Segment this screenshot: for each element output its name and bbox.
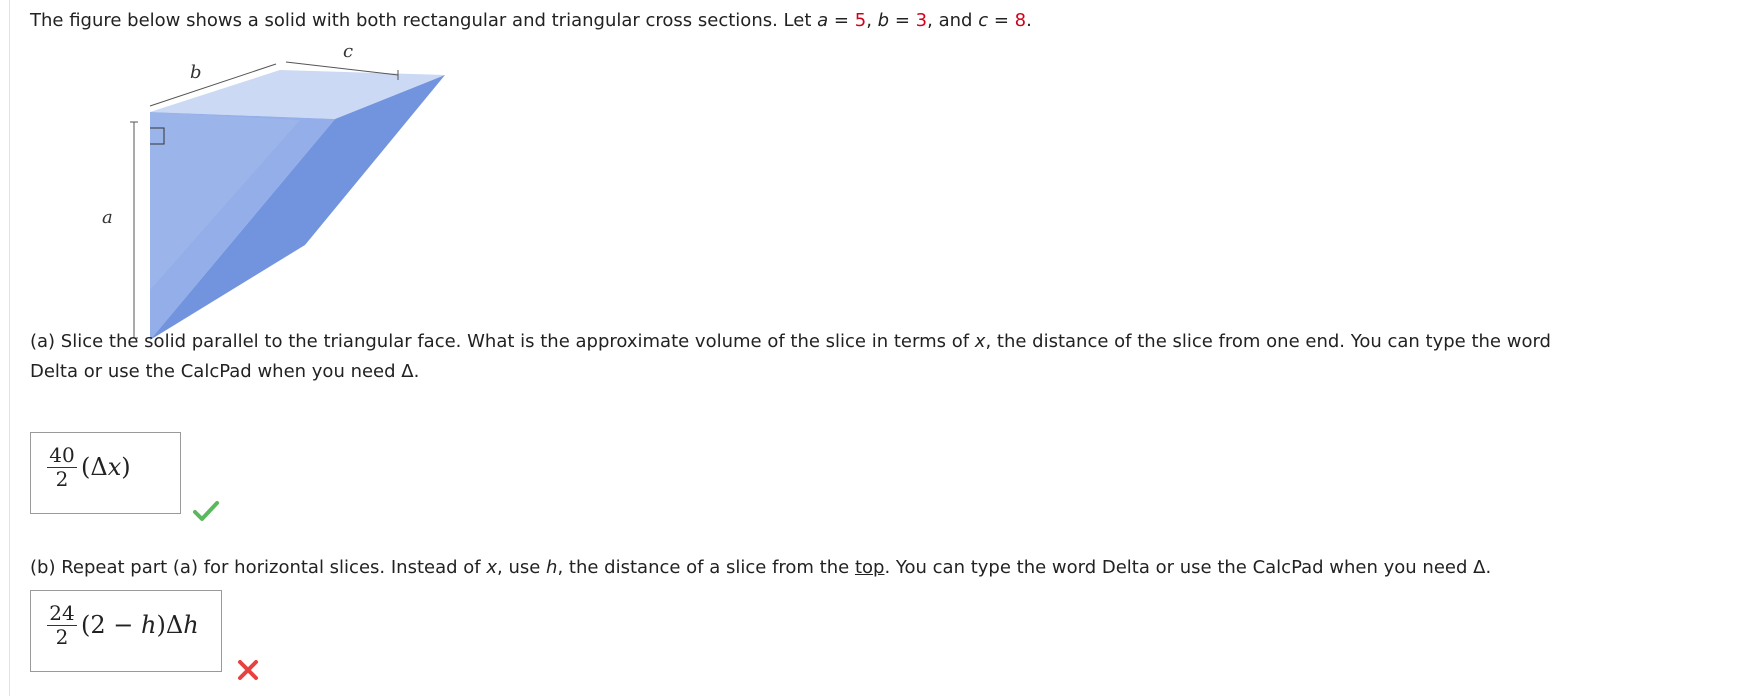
comma: , (866, 10, 872, 31)
and-word: and (938, 10, 973, 31)
intro-text: The figure below shows a solid with both rectangular and triangular cross sections. Let (30, 10, 812, 31)
part-b-answer-box[interactable] (30, 590, 222, 672)
paren-close: ) (156, 611, 166, 639)
equals-sign: = (833, 10, 849, 31)
value-b: 3 (915, 10, 928, 31)
solid-figure (100, 40, 460, 360)
problem-intro (30, 5, 1032, 36)
part-b-fraction (47, 601, 77, 648)
label-b: b (190, 62, 202, 83)
part-a-question-line1 (30, 326, 1551, 357)
paren-close: ) (121, 453, 131, 481)
var-b: b (877, 10, 890, 31)
equals-sign: = (894, 10, 910, 31)
part-a-numerator: 40 (49, 443, 75, 467)
delta-symbol: Δ (165, 611, 184, 639)
part-b-expression (81, 611, 199, 639)
part-b-text-mid1: , use (497, 557, 541, 578)
part-a-expression (81, 453, 131, 481)
value-a: 5 (854, 10, 867, 31)
paren-open: ( (81, 453, 91, 481)
part-a-answer-box[interactable] (30, 432, 181, 514)
paren-open-expr: (2 − (81, 611, 141, 639)
part-b-var-x: x (486, 557, 497, 578)
part-b-numerator: 24 (49, 601, 75, 625)
part-b-denominator: 2 (47, 625, 77, 648)
value-c: 8 (1014, 10, 1027, 31)
label-a: a (102, 207, 113, 228)
part-a-var-x: x (974, 331, 986, 352)
comma: , (927, 10, 933, 31)
var-x: x (107, 453, 122, 481)
var-h-delta: h (183, 611, 199, 639)
var-c: c (978, 10, 989, 31)
part-b-top-word: top (854, 557, 885, 578)
part-b-text: (b) Repeat part (a) for horizontal slices. Instead of (30, 557, 481, 578)
var-h: h (141, 611, 157, 639)
part-b-question (30, 552, 1491, 583)
part-a-fraction (47, 443, 77, 490)
cross-icon (236, 658, 260, 682)
part-b-var-h: h (546, 557, 558, 578)
var-a: a (817, 10, 829, 31)
period: . (1026, 10, 1032, 31)
delta-symbol: Δ (90, 453, 108, 481)
label-c: c (343, 41, 354, 62)
part-a-text: (a) Slice the solid parallel to the triangular face. What is the approximate volume of the slice in terms of (30, 331, 970, 352)
part-a-question-line2 (30, 356, 419, 387)
part-b-text-mid2: , the distance of a slice from the (557, 557, 850, 578)
checkmark-icon (193, 500, 219, 522)
part-a-text-post: , the distance of the slice from one end. You can type the word (985, 331, 1551, 352)
part-a-denominator: 2 (47, 467, 77, 490)
part-b-text-post: . You can type the word Delta or use the CalcPad when you need Δ. (884, 557, 1492, 578)
equals-sign: = (993, 10, 1009, 31)
part-a-text-line2: Delta or use the CalcPad when you need Δ. (30, 361, 420, 382)
